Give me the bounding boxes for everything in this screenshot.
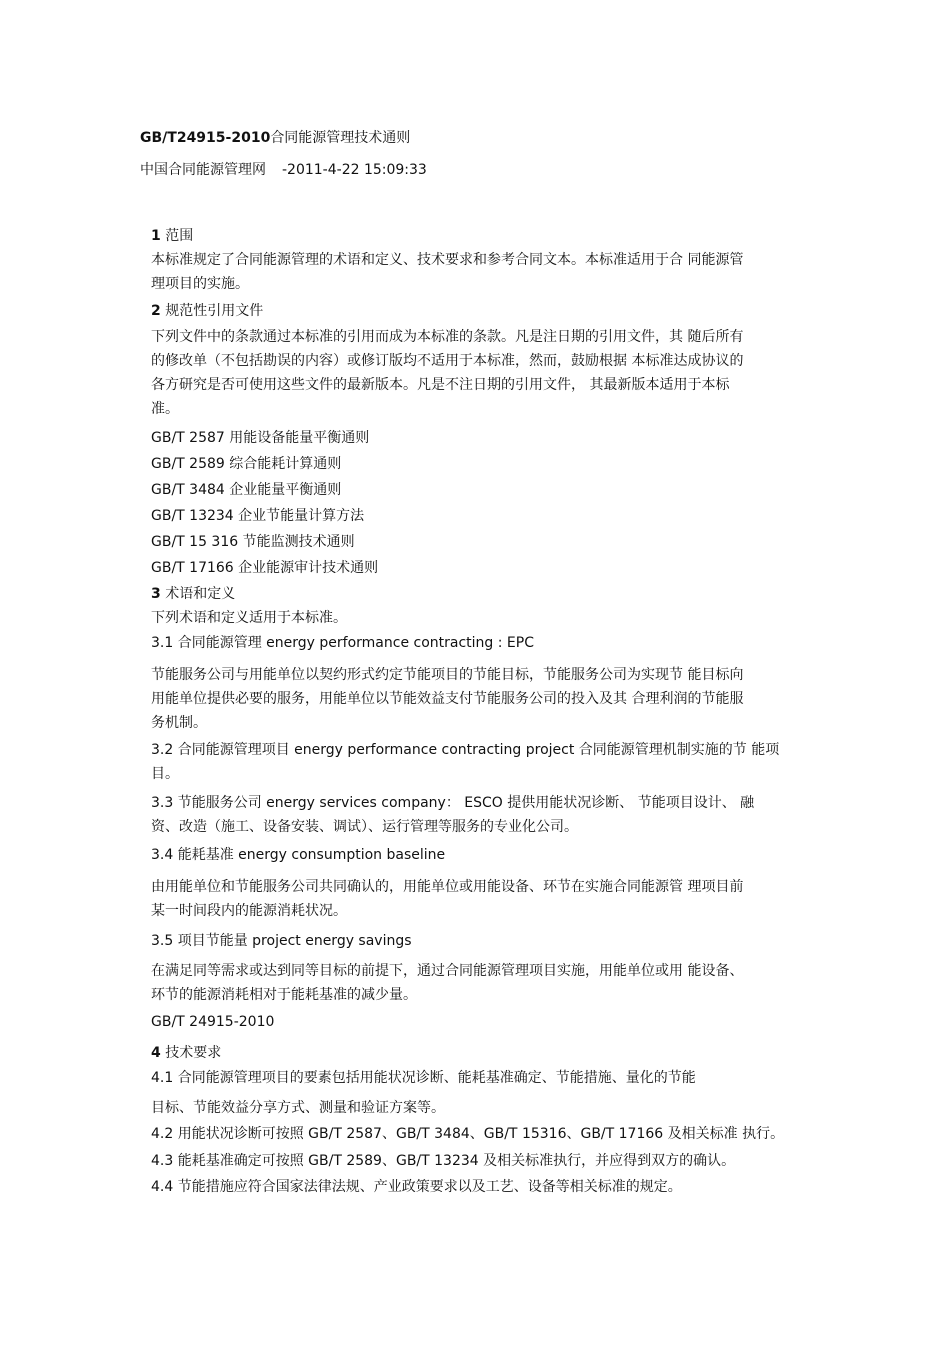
running-head: GB/T 24915-2010 — [151, 1014, 275, 1030]
text-line: 3.2 合同能源管理项目 energy performance contracting project 合同能源管理机制实施的节 能项 — [151, 742, 780, 758]
term-3-2 — [151, 738, 801, 786]
term-3-4-definition — [151, 875, 801, 923]
text-line: 准。 — [151, 401, 179, 417]
text-line: 环节的能源消耗相对于能耗基准的减少量。 — [151, 987, 417, 1003]
section-3-heading: 3 术语和定义 — [151, 586, 236, 602]
reference-item: GB/T 3484 企业能量平衡通则 — [151, 482, 342, 498]
reference-item: GB/T 15 316 节能监测技术通则 — [151, 534, 355, 550]
reference-item: GB/T 2587 用能设备能量平衡通则 — [151, 430, 370, 446]
section-2-body — [151, 325, 801, 421]
section-1-heading: 1 范围 — [151, 228, 194, 244]
text-line: 的修改单（不包括勘误的内容）或修订版均不适用于本标准，然而，鼓励根据 本标准达成协议的 — [151, 353, 744, 369]
text-line: 理项目的实施。 — [151, 276, 249, 292]
text-line: 由用能单位和节能服务公司共同确认的，用能单位或用能设备、环节在实施合同能源管 理项目前 — [151, 879, 744, 895]
reference-item: GB/T 13234 企业节能量计算方法 — [151, 508, 365, 524]
reference-item: GB/T 17166 企业能源审计技术通则 — [151, 560, 379, 576]
section-3-intro: 下列术语和定义适用于本标准。 — [151, 610, 347, 626]
text-line: 本标准规定了合同能源管理的术语和定义、技术要求和参考合同文本。本标准适用于合 同能源管 — [151, 252, 744, 268]
text-line: 下列文件中的条款通过本标准的引用而成为本标准的条款。凡是注日期的引用文件，其 随后所有 — [151, 329, 744, 345]
title-text: 合同能源管理技术通则 — [270, 130, 411, 146]
text-line: 在满足同等需求或达到同等目标的前提下，通过合同能源管理项目实施，用能单位或用 能设备、 — [151, 963, 744, 979]
item-4-3: 4.3 能耗基准确定可按照 GB/T 2589、GB/T 13234 及相关标准执行，并应得到双方的确认。 — [151, 1153, 736, 1169]
term-3-3 — [151, 791, 801, 839]
text-line: 用能单位提供必要的服务，用能单位以节能效益支付节能服务公司的投入及其 合理利润的节能服 — [151, 691, 744, 707]
term-3-5-definition — [151, 959, 801, 1007]
term-3-1-heading: 3.1 合同能源管理 energy performance contracting : EPC — [151, 635, 534, 651]
section-1-body — [151, 248, 801, 296]
title-code: GB/T24915-2010 — [140, 130, 271, 146]
term-3-4-heading: 3.4 能耗基准 energy consumption baseline — [151, 847, 446, 863]
item-4-1-cont: 目标、节能效益分享方式、测量和验证方案等。 — [151, 1100, 445, 1116]
term-3-1-definition — [151, 663, 801, 735]
publish-datetime: -2011-4-22 15:09:33 — [282, 162, 427, 178]
item-4-4: 4.4 节能措施应符合国家法律法规、产业政策要求以及工艺、设备等相关标准的规定。 — [151, 1179, 682, 1195]
reference-item: GB/T 2589 综合能耗计算通则 — [151, 456, 342, 472]
text-line: 节能服务公司与用能单位以契约形式约定节能项目的节能目标，节能服务公司为实现节 能目标向 — [151, 667, 744, 683]
text-line: 务机制。 — [151, 715, 207, 731]
section-2-heading: 2 规范性引用文件 — [151, 303, 264, 319]
text-line: 3.3 节能服务公司 energy services company： ESCO 提供用能状况诊断、 节能项目设计、 融 — [151, 795, 755, 811]
item-4-1: 4.1 合同能源管理项目的要素包括用能状况诊断、能耗基准确定、节能措施、量化的节能 — [151, 1070, 696, 1086]
page-title — [140, 128, 410, 148]
text-line: 目。 — [151, 766, 179, 782]
source-name: 中国合同能源管理网 — [140, 162, 266, 178]
section-4-heading: 4 技术要求 — [151, 1045, 222, 1061]
text-line: 某一时间段内的能源消耗状况。 — [151, 903, 347, 919]
text-line: 各方研究是否可使用这些文件的最新版本。凡是不注日期的引用文件， 其最新版本适用于本标 — [151, 377, 730, 393]
term-3-5-heading: 3.5 项目节能量 project energy savings — [151, 933, 412, 949]
source-line — [140, 160, 427, 180]
text-line: 资、改造（施工、设备安装、调试）、运行管理等服务的专业化公司。 — [151, 819, 578, 835]
item-4-2: 4.2 用能状况诊断可按照 GB/T 2587、GB/T 3484、GB/T 15316、GB/T 17166 及相关标准 执行。 — [151, 1126, 785, 1142]
